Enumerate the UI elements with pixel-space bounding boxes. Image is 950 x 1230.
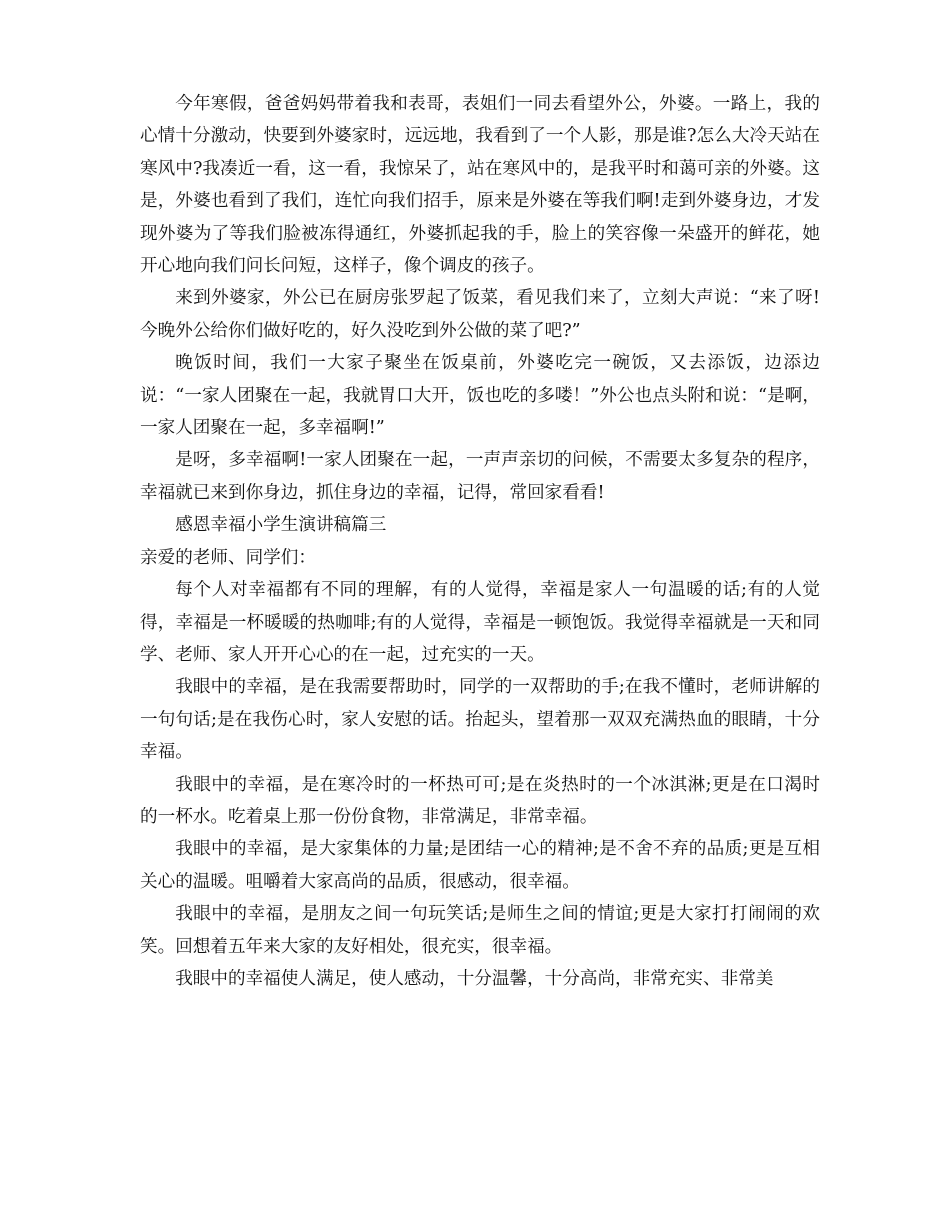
paragraph-happiness-collective: 我眼中的幸福，是大家集体的力量;是团结一心的精神;是不舍不弃的品质;更是互相关心的温暖。咀嚼着大家高尚的品质，很感动，很幸福。 — [140, 839, 820, 892]
document-body — [140, 88, 820, 995]
paragraph-grandpa-cooking: 来到外婆家，外公已在厨房张罗起了饭菜，看见我们来了，立刻大声说：“来了呀!今晚外公给你们做好吃的，好久没吃到外公做的菜了吧?” — [140, 288, 820, 341]
section-heading: 感恩幸福小学生演讲稿篇三 — [175, 515, 387, 536]
paragraph-happiness-summary: 我眼中的幸福使人满足，使人感动，十分温馨，十分高尚，非常充实、非常美 — [175, 968, 774, 989]
salutation: 亲爱的老师、同学们： — [140, 547, 316, 568]
paragraph-happiness-comfort: 我眼中的幸福，是在寒冷时的一杯热可可;是在炎热时的一个冰淇淋;更是在口渴时的一杯水。吃着桌上那一份份食物，非常满足，非常幸福。 — [140, 774, 820, 827]
paragraph-happiness-friendship: 我眼中的幸福，是朋友之间一句玩笑话;是师生之间的情谊;更是大家打打闹闹的欢笑。回想着五年来大家的友好相处，很充实，很幸福。 — [140, 904, 820, 957]
paragraph-visit-grandparents: 今年寒假，爸爸妈妈带着我和表哥，表姐们一同去看望外公，外婆。一路上，我的心情十分激动，快要到外婆家时，远远地，我看到了一个人影，那是谁?怎么大冷天站在寒风中?我凑近一看，这一看，我惊呆了，站在寒风中的，是我平时和蔼可亲的外婆。这是，外婆也看到了我们，连忙向我们招手，原来是外婆在等我们啊!走到外婆身边，才发现外婆为了等我们脸被冻得通红，外婆抓起我的手，脸上的笑容像一朵盛开的鲜花，她开心地向我们问长问短，这样子，像个调皮的孩子。 — [140, 94, 820, 277]
paragraph-happiness-help: 我眼中的幸福，是在我需要帮助时，同学的一双帮助的手;在我不懂时，老师讲解的一句句话;是在我伤心时，家人安慰的话。抬起头，望着那一双双充满热血的眼睛，十分幸福。 — [140, 677, 820, 763]
paragraph-dinner-time: 晚饭时间，我们一大家子聚坐在饭桌前，外婆吃完一碗饭，又去添饭，边添边说：“一家人团聚在一起，我就胃口大开，饭也吃的多喽！”外公也点头附和说：“是啊，一家人团聚在一起，多幸福啊!” — [140, 353, 820, 439]
paragraph-happiness-definition: 每个人对幸福都有不同的理解，有的人觉得，幸福是家人一句温暖的话;有的人觉得，幸福是一杯暖暖的热咖啡;有的人觉得，幸福是一顿饱饭。我觉得幸福就是一天和同学、老师、家人开开心心的在一起，过充实的一天。 — [140, 580, 820, 665]
paragraph-family-happiness: 是呀，多幸福啊!一家人团聚在一起，一声声亲切的问候，不需要太多复杂的程序，幸福就已来到你身边，抓住身边的幸福，记得，常回家看看! — [140, 450, 820, 503]
